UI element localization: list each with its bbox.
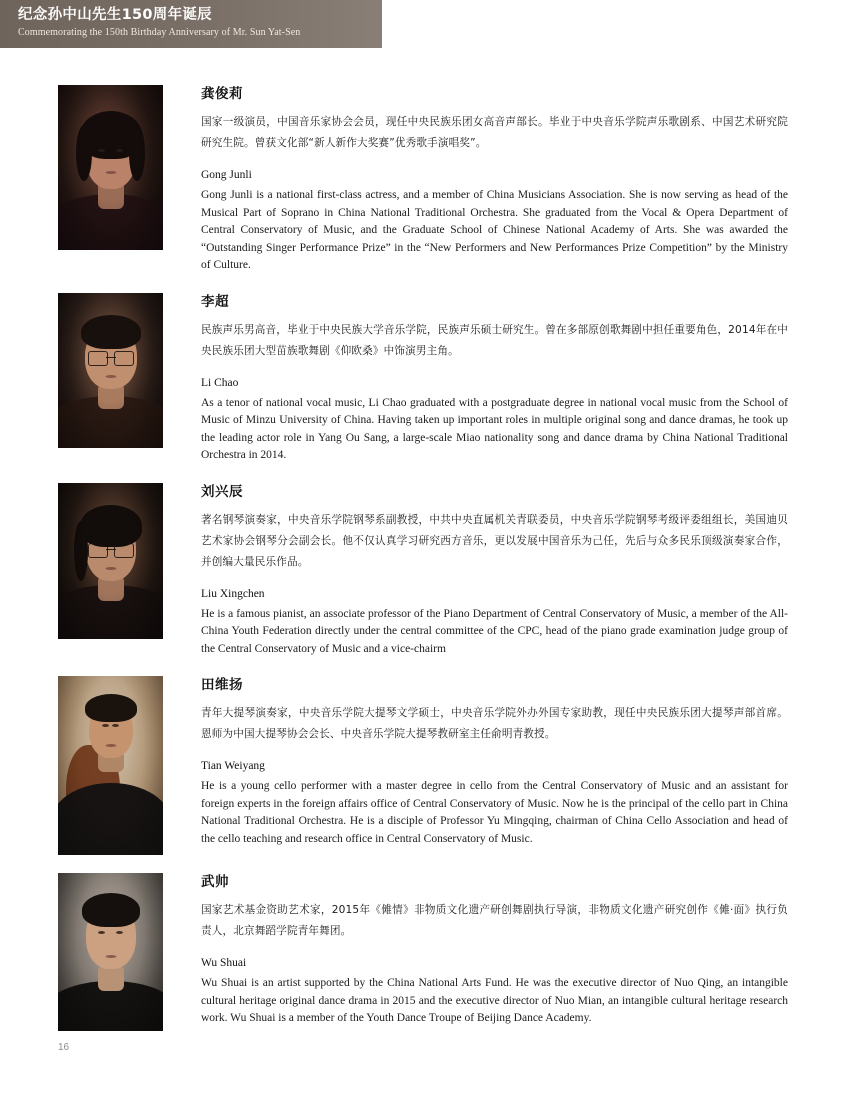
bio-liu-xingchen (163, 483, 788, 659)
artist-name-en: Tian Weiyang (201, 760, 265, 772)
list-item (0, 873, 846, 1031)
artist-desc-cn: 国家艺术基金资助艺术家，2015年《傩情》非物质文化遗产研创舞剧执行导演，非物质文化遗产研究创作《傩·面》执行负责人，北京舞蹈学院青年舞团。 (201, 904, 788, 937)
artist-desc-en: As a tenor of national vocal music, Li Chao graduated with a postgraduate degree in national vocal music from the School of Music of Minzu University of China. Having taken up important roles in multiple original song and dance dramas, he took up the leading actor role in Yang Ou Sang, a large-scale Miao nationality song and dance drama by China National Traditional Orchestra in 2014. (201, 396, 788, 461)
artist-name-cn: 李超 (201, 293, 229, 310)
portrait-gong-junli (58, 85, 163, 250)
portrait-wu-shuai (58, 873, 163, 1031)
artist-name-cn: 龚俊莉 (201, 86, 243, 102)
artist-desc-en: Gong Junli is a national first-class actress, and a member of China Musicians Association. She is now serving as head of the Musical Part of Soprano in China National Traditional Orchestra. She graduated from the Vocal & Opera Department of Central Conservatory of Music, and the Graduate School of Chinese National Academy of Arts. She was awarded the “Outstanding Singer Performance Prize” in the “New Performers and New Performances Prize Competition” by the Ministry of Culture. (201, 189, 788, 271)
page-number: 16 (58, 1042, 70, 1053)
artist-desc-en: Wu Shuai is an artist supported by the China National Arts Fund. He was the executive director of Nuo Qing, an intangible cultural heritage original dance drama in 2015 and the executive director of Nuo Mian, an intangible cultural heritage research work. Wu Shuai is a member of the Youth Dance Troupe of Beijing Dance Academy. (201, 977, 788, 1024)
portrait-tian-weiyang (58, 676, 163, 855)
artist-desc-cn: 民族声乐男高音，毕业于中央民族大学音乐学院，民族声乐硕士研究生。曾在多部原创歌舞剧中担任重要角色，2014年在中央民族乐团大型苗族歌舞剧《仰欧桑》中饰演男主角。 (201, 323, 788, 357)
artist-name-en: Li Chao (201, 376, 239, 389)
list-item (0, 85, 846, 275)
artist-name-cn: 武帅 (201, 874, 229, 890)
artist-desc-en: He is a famous pianist, an associate professor of the Piano Department of Central Conservatory of Music, a member of the All-China Youth Federation directly under the central committee of the CPC, head of the piano grade examination judge group of the Central Conservatory of Music and a vice-chairm (201, 607, 788, 655)
list-item (0, 483, 846, 659)
artist-profile-list (0, 85, 846, 1031)
portrait-li-chao (58, 293, 163, 448)
list-item (0, 293, 846, 465)
artist-name-en: Gong Junli (201, 169, 252, 181)
bio-wu-shuai (163, 873, 788, 1028)
artist-name-cn: 田维扬 (201, 677, 243, 693)
artist-name-cn: 刘兴辰 (201, 483, 243, 500)
artist-name-en: Wu Shuai (201, 957, 247, 969)
artist-desc-en: He is a young cello performer with a master degree in cello from the Central Conservatory of Music and an assistant for foreign experts in the foreign affairs office of Central Conservatory of Music. Now he is the principal of the cello part in China National Traditional Orchestra. He is a disciple of Professor Yu Mingqing, chairman of China Cello Association and head of the cello teaching and research office in Central Conservatory of Music. (201, 780, 788, 845)
artist-desc-cn: 青年大提琴演奏家，中央音乐学院大提琴文学硕士，中央音乐学院外办外国专家助教，现任中央民族乐团大提琴声部首席。恩师为中国大提琴协会会长、中央音乐学院大提琴教研室主任俞明青教授。 (201, 707, 788, 740)
portrait-liu-xingchen (58, 483, 163, 639)
artist-desc-cn: 著名钢琴演奏家，中央音乐学院钢琴系副教授，中共中央直属机关青联委员，中央音乐学院钢琴考级评委组组长，美国迪贝艺术家协会钢琴分会副会长。他不仅认真学习研究西方音乐，更以发展中国音乐为己任，先后与众多民乐顶级演奏家合作，并创编大量民乐作品。 (201, 513, 788, 568)
artist-desc-cn: 国家一级演员，中国音乐家协会会员，现任中央民族乐团女高音声部长。毕业于中央音乐学院声乐歌剧系、中国艺术研究院研究生院。曾获文化部“新人新作大奖赛”优秀歌手演唱奖”。 (201, 116, 788, 149)
bio-gong-junli (163, 85, 788, 275)
artist-name-en: Liu Xingchen (201, 587, 265, 600)
page-header-banner (0, 0, 382, 48)
bio-tian-weiyang (163, 676, 788, 848)
list-item (0, 676, 846, 855)
header-title-en: Commemorating the 150th Birthday Anniversary of Mr. Sun Yat-Sen (18, 27, 301, 38)
bio-li-chao (163, 293, 788, 465)
header-title-cn: 纪念孙中山先生150周年诞辰 (18, 7, 212, 23)
